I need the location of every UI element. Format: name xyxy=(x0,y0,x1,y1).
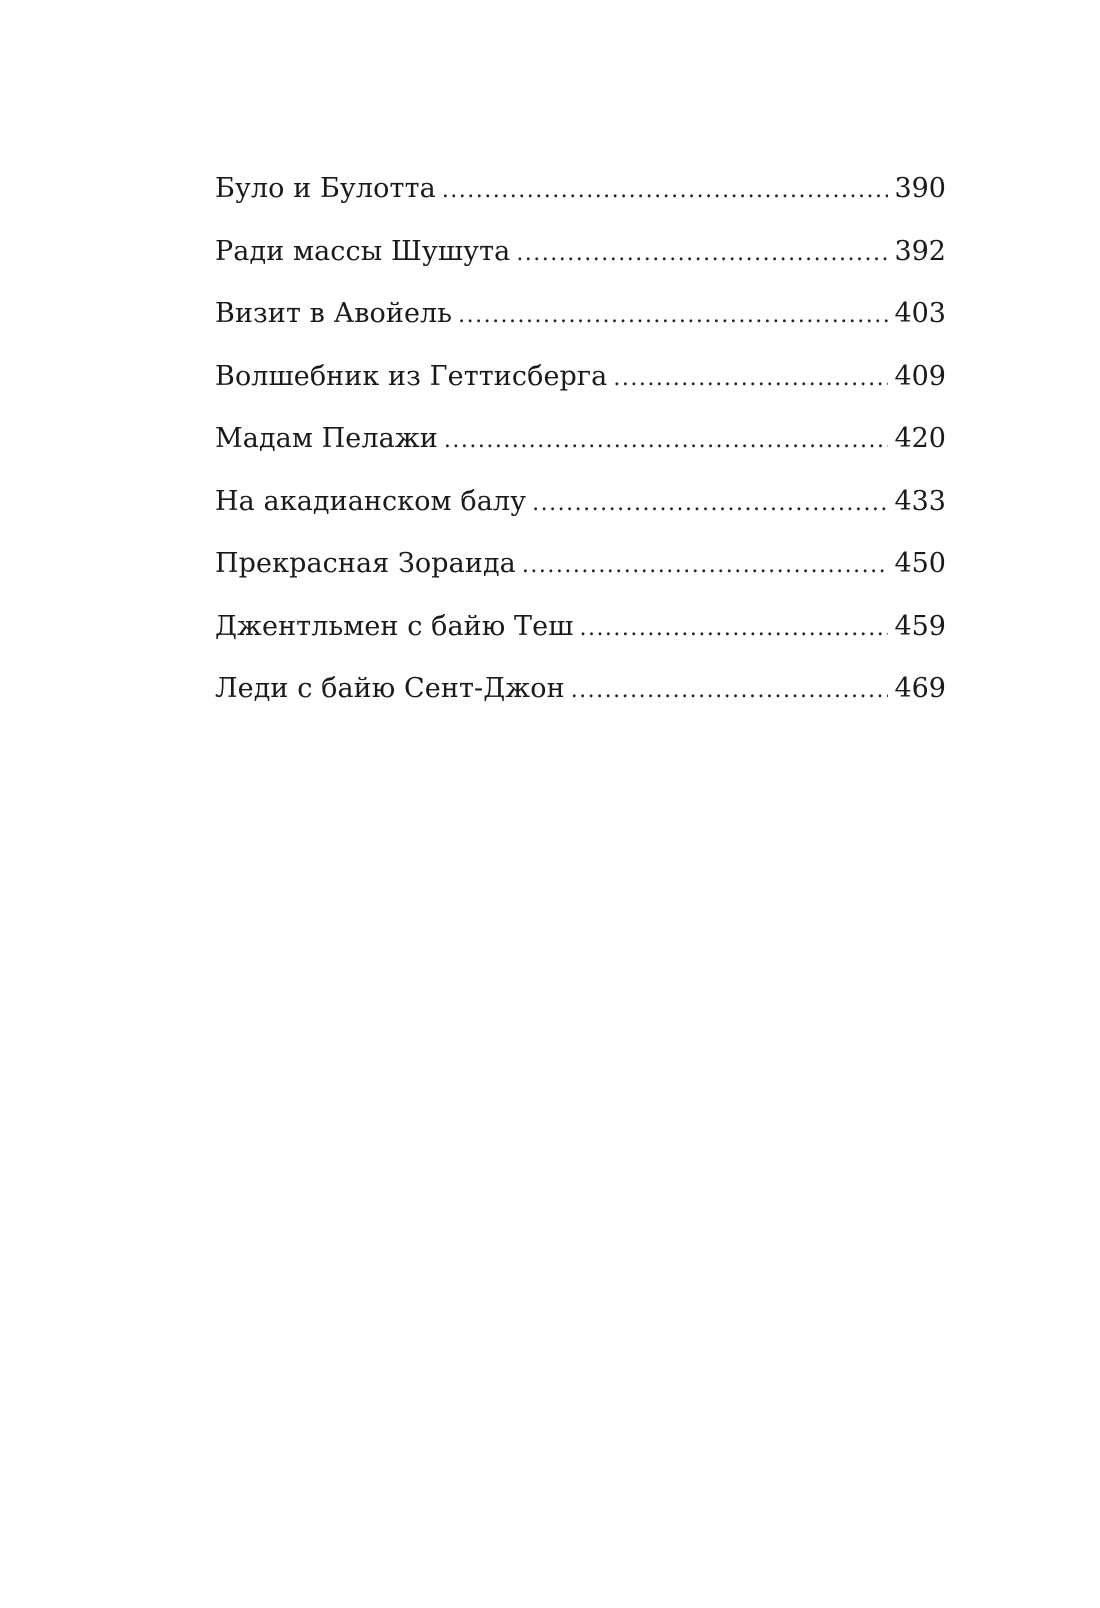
toc-entry-title: Джентльмен с байю Теш xyxy=(215,610,574,642)
toc-entry-title: Леди с байю Сент-Джон xyxy=(215,673,565,704)
toc-entry-page-number: 409 xyxy=(894,360,946,392)
toc-entry[interactable] xyxy=(215,221,946,284)
toc-entry[interactable] xyxy=(215,408,946,471)
table-of-contents xyxy=(215,158,946,721)
toc-entry-page-number: 403 xyxy=(894,298,946,329)
toc-entry[interactable] xyxy=(215,283,946,346)
toc-entry-title: Волшебник из Геттисберга xyxy=(215,360,608,392)
toc-entry-page-number: 390 xyxy=(894,173,946,204)
toc-entry-title: На акадианском балу xyxy=(215,485,527,517)
toc-entry[interactable] xyxy=(215,658,946,721)
toc-entry[interactable] xyxy=(215,158,946,221)
dot-leader xyxy=(516,223,888,286)
toc-entry[interactable] xyxy=(215,346,946,409)
toc-entry-page-number: 433 xyxy=(894,485,946,517)
toc-entry-title: Мадам Пелажи xyxy=(215,423,438,454)
toc-entry-title: Прекрасная Зораида xyxy=(215,548,516,579)
toc-entry-title: Визит в Авойель xyxy=(215,298,453,329)
toc-entry-page-number: 392 xyxy=(894,235,946,267)
dot-leader xyxy=(522,535,889,598)
toc-entry-page-number: 459 xyxy=(894,610,946,642)
dot-leader xyxy=(579,598,888,661)
toc-entry[interactable] xyxy=(215,533,946,596)
dot-leader xyxy=(442,160,889,223)
toc-entry[interactable] xyxy=(215,471,946,534)
toc-entry-title: Ради массы Шушута xyxy=(215,235,511,267)
dot-leader xyxy=(532,473,888,536)
toc-entry-page-number: 420 xyxy=(894,423,946,454)
dot-leader xyxy=(444,410,889,473)
toc-entry-page-number: 469 xyxy=(894,673,946,704)
toc-entry-page-number: 450 xyxy=(894,548,946,579)
toc-entry[interactable] xyxy=(215,596,946,659)
dot-leader xyxy=(613,348,888,411)
toc-entry-title: Було и Булотта xyxy=(215,173,436,204)
dot-leader xyxy=(458,285,888,348)
dot-leader xyxy=(571,660,889,723)
